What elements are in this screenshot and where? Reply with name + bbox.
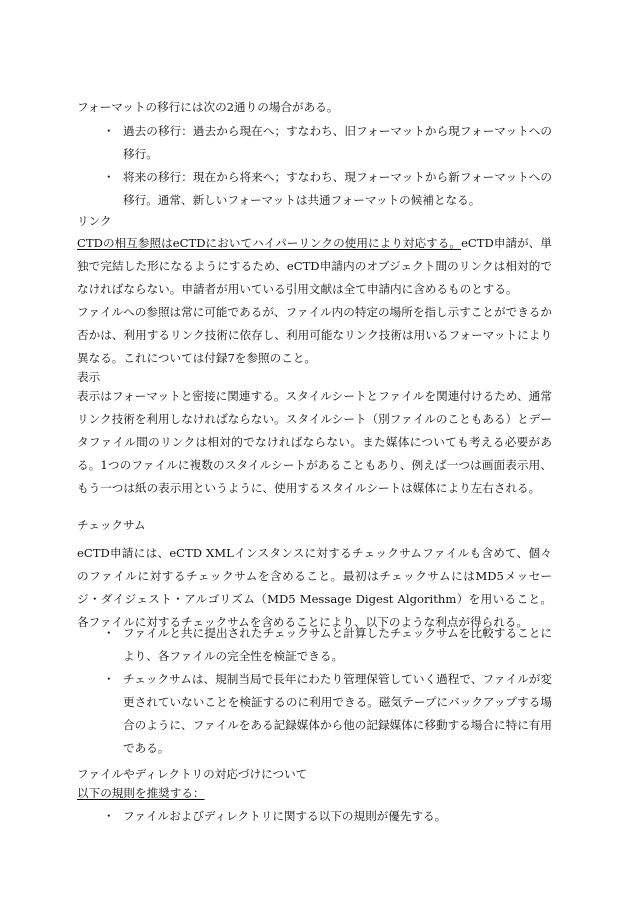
file-dir-subheading-text: 以下の規則を推奨する： bbox=[77, 786, 205, 800]
link-paragraph-1-rest: eCTD申請が、単独で完結した形になるようにするため、eCTD申請内のオブジェクト間のリンクは相対的でなければならない。申請者が用いている引用文献は全て申請内に含めるものとする。 bbox=[77, 236, 552, 296]
bullet-icon: ・ bbox=[103, 170, 115, 184]
file-dir-bullet-1: ファイルおよびディレクトリに関する以下の規則が優先する。 bbox=[123, 809, 447, 823]
bullet-icon: ・ bbox=[103, 809, 115, 823]
bullet-icon: ・ bbox=[103, 124, 115, 138]
bullet-icon: ・ bbox=[103, 626, 115, 640]
link-paragraph-2: ファイルへの参照は常に可能であるが、ファイル内の特定の場所を指し示すことができるか否かは、利用するリンク技術に依存し、利用可能なリンク技術は用いるフォーマットにより異なる。これについては付録7を参照のこと。 bbox=[77, 305, 552, 365]
checksum-bullet-1: ファイルと共に提出されたチェックサムと計算したチェックサムを比較することにより、各ファイルの完全性を検証できる。 bbox=[123, 626, 552, 663]
bullet-icon: ・ bbox=[103, 672, 115, 686]
intro-text: フォーマットの移行には次の2通りの場合がある。 bbox=[77, 100, 339, 114]
link-paragraph-1 bbox=[77, 232, 552, 301]
migration-future-text: 将来の移行：現在から将来へ；すなわち、現フォーマットから新フォーマットへの移行。通常、新しいフォーマットは共通フォーマットの候補となる。 bbox=[123, 170, 552, 207]
checksum-bullet-2: チェックサムは、規制当局で長年にわたり管理保管していく過程で、ファイルが変更されていないことを検証するのに利用できる。磁気テープにバックアップする場合のように、ファイルをある記録媒体から他の記録媒体に移動する場合に特に有用である。 bbox=[123, 672, 552, 755]
link-heading: リンク bbox=[77, 214, 112, 228]
checksum-paragraph: eCTD申請には、eCTD XMLインスタンスに対するチェックサムファイルも含めて、個々のファイルに対するチェックサムを含めること。最初はチェックサムにはMD5メッセージ・ダイジェスト・アルゴリズム（MD5 Message Digest Algorithm）を用いること。各ファイルに対するチェックサムを含めることにより、以下のような利点が得られる。 bbox=[77, 546, 552, 629]
display-heading: 表示 bbox=[77, 370, 101, 384]
migration-past-text: 過去の移行：過去から現在へ；すなわち、旧フォーマットから現フォーマットへの移行。 bbox=[123, 124, 552, 161]
file-dir-subheading bbox=[77, 782, 552, 805]
link-underlined-text: CTDの相互参照はeCTDにおいてハイパーリンクの使用により対応する。 bbox=[77, 236, 462, 250]
display-paragraph: 表示はフォーマットと密接に関連する。スタイルシートとファイルを関連付けるため、通常リンク技術を利用しなければならない。スタイルシート（別ファイルのこともある）とデータファイル間のリンクは相対的でなければならない。また媒体についても考える必要がある。1つのファイルに複数のスタイルシートがあることもあり、例えば一つは画面表示用、もう一つは紙の表示用というように、使用するスタイルシートは媒体により左右される。 bbox=[77, 389, 552, 495]
file-dir-heading: ファイルやディレクトリの対応づけについて bbox=[77, 767, 308, 781]
checksum-heading: チェックサム bbox=[77, 518, 146, 532]
